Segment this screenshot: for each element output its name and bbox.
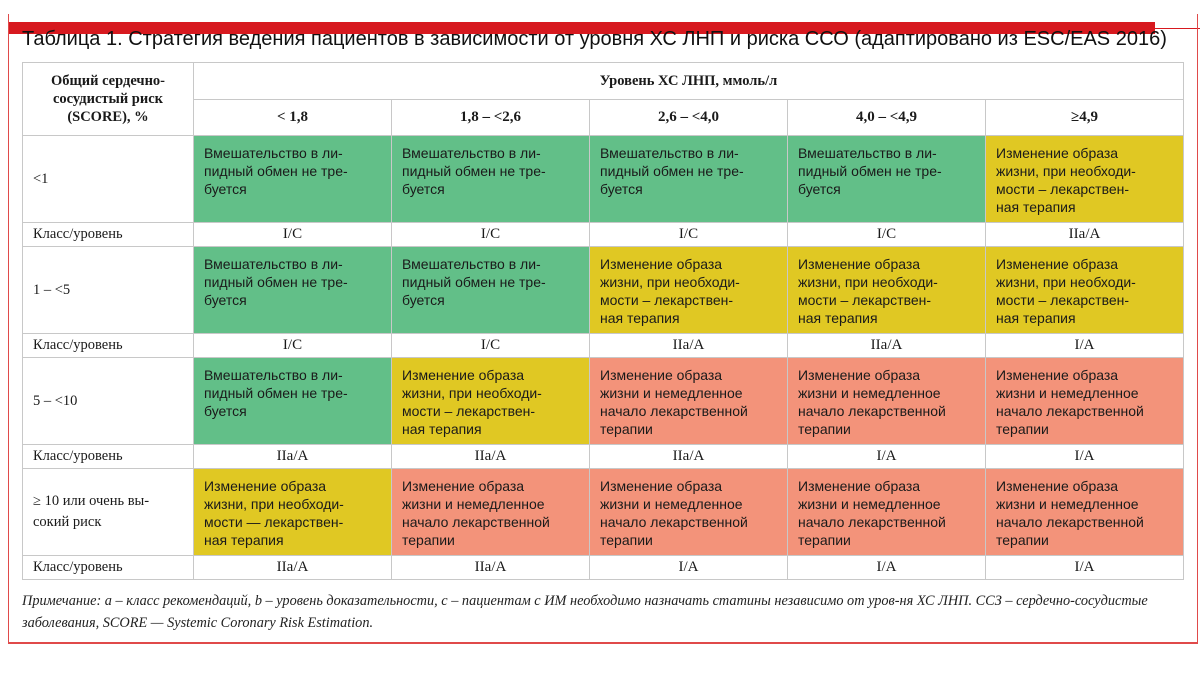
table-row <box>23 136 1184 223</box>
class-level-value: IIa/A <box>194 445 392 469</box>
class-level-value: I/A <box>986 334 1184 358</box>
table-row <box>23 469 1184 556</box>
class-level-value: IIa/A <box>986 223 1184 247</box>
ldl-column-header: 4,0 – <4,9 <box>788 100 986 136</box>
ldl-column-header: 2,6 – <4,0 <box>590 100 788 136</box>
recommendation-cell: Изменение образа жизни, при необходи- мости – лекарствен- ная терапия <box>986 136 1184 223</box>
class-level-value: IIa/A <box>590 445 788 469</box>
recommendation-cell: Изменение образа жизни и немедленное начало лекарственной терапии <box>788 469 986 556</box>
class-level-value: I/C <box>392 223 590 247</box>
class-level-value: I/C <box>194 223 392 247</box>
class-level-value: I/C <box>788 223 986 247</box>
ldl-level-header: Уровень ХС ЛНП, ммоль/л <box>194 63 1184 100</box>
recommendation-cell: Вмешательство в ли- пидный обмен не тре- буется <box>788 136 986 223</box>
class-level-value: IIa/A <box>194 556 392 580</box>
recommendation-cell: Изменение образа жизни, при необходи- мости — лекарствен- ная терапия <box>194 469 392 556</box>
class-level-value: I/C <box>194 334 392 358</box>
class-level-value: I/A <box>986 445 1184 469</box>
class-row <box>23 223 1184 247</box>
class-level-value: IIa/A <box>788 334 986 358</box>
class-row <box>23 556 1184 580</box>
class-level-value: IIa/A <box>392 556 590 580</box>
recommendation-cell: Вмешательство в ли- пидный обмен не тре- буется <box>392 136 590 223</box>
recommendation-cell: Вмешательство в ли- пидный обмен не тре- буется <box>194 358 392 445</box>
risk-level-label: 5 – <10 <box>23 358 194 445</box>
class-level-value: I/C <box>392 334 590 358</box>
recommendation-cell: Изменение образа жизни, при необходи- мости – лекарствен- ная терапия <box>788 247 986 334</box>
recommendation-cell: Изменение образа жизни и немедленное начало лекарственной терапии <box>986 358 1184 445</box>
risk-level-label: ≥ 10 или очень вы- сокий риск <box>23 469 194 556</box>
class-level-value: I/A <box>590 556 788 580</box>
recommendation-cell: Изменение образа жизни и немедленное начало лекарственной терапии <box>590 358 788 445</box>
ldl-column-header: ≥4,9 <box>986 100 1184 136</box>
table-title: Таблица 1. Стратегия ведения пациентов в зависимости от уровня ХС ЛНП и риска ССО (адаптировано из ESC/EAS 2016) <box>22 28 1167 50</box>
class-level-value: IIa/A <box>590 334 788 358</box>
ldl-column-header: < 1,8 <box>194 100 392 136</box>
class-level-label: Класс/уровень <box>23 445 194 469</box>
table-row <box>23 247 1184 334</box>
class-row <box>23 445 1184 469</box>
recommendation-cell: Изменение образа жизни, при необходи- мости – лекарствен- ная терапия <box>392 358 590 445</box>
class-level-value: I/A <box>986 556 1184 580</box>
class-level-label: Класс/уровень <box>23 334 194 358</box>
class-level-value: I/C <box>590 223 788 247</box>
table-footnote: Примечание: a – класс рекомендаций, b – уровень доказательности, c – пациентам с ИМ необходимо назначать статины независимо от уров-ня ХС ЛНП. ССЗ – сердечно-сосудистые заболевания, SCORE — Systemic Coronary Risk Estimation. <box>22 593 1148 631</box>
risk-level-label: <1 <box>23 136 194 223</box>
recommendation-cell: Вмешательство в ли- пидный обмен не тре- буется <box>590 136 788 223</box>
risk-column-header: Общий сердечно-сосудистый риск (SCORE), % <box>23 63 194 136</box>
strategy-table <box>22 62 1184 580</box>
recommendation-cell: Изменение образа жизни и немедленное начало лекарственной терапии <box>986 469 1184 556</box>
table-row <box>23 358 1184 445</box>
class-level-value: IIa/A <box>392 445 590 469</box>
recommendation-cell: Вмешательство в ли- пидный обмен не тре- буется <box>194 247 392 334</box>
recommendation-cell: Вмешательство в ли- пидный обмен не тре- буется <box>392 247 590 334</box>
class-level-label: Класс/уровень <box>23 556 194 580</box>
recommendation-cell: Изменение образа жизни, при необходи- мости – лекарствен- ная терапия <box>986 247 1184 334</box>
recommendation-cell: Вмешательство в ли- пидный обмен не тре- буется <box>194 136 392 223</box>
table-frame <box>8 14 1198 644</box>
risk-level-label: 1 – <5 <box>23 247 194 334</box>
class-level-value: I/A <box>788 445 986 469</box>
class-level-value: I/A <box>788 556 986 580</box>
class-level-label: Класс/уровень <box>23 223 194 247</box>
recommendation-cell: Изменение образа жизни и немедленное начало лекарственной терапии <box>590 469 788 556</box>
ldl-column-header: 1,8 – <2,6 <box>392 100 590 136</box>
recommendation-cell: Изменение образа жизни и немедленное начало лекарственной терапии <box>392 469 590 556</box>
recommendation-cell: Изменение образа жизни, при необходи- мости – лекарствен- ная терапия <box>590 247 788 334</box>
recommendation-cell: Изменение образа жизни и немедленное начало лекарственной терапии <box>788 358 986 445</box>
class-row <box>23 334 1184 358</box>
